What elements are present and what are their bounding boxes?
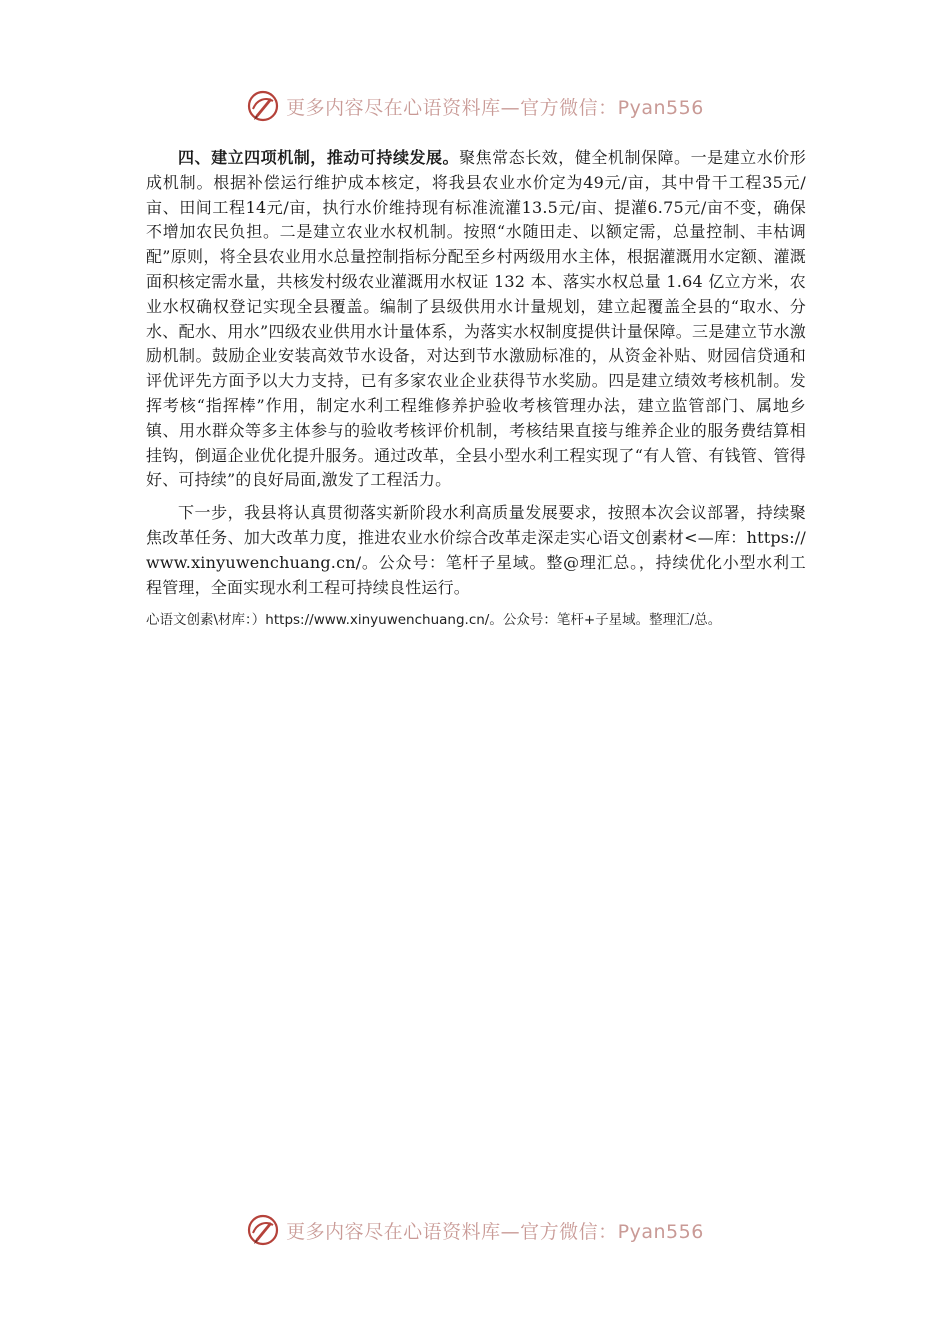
paragraph-next-steps: 下一步，我县将认真贯彻落实新阶段水利高质量发展要求，按照本次会议部署，持续聚焦改革任务、加大改革力度，推进农业水价综合改革走深走实心语文创素材<—库：https://www.xinyuwenchuang.cn/。公众号：笔杆子星域。整@理汇总。，持续优化小型水利工程管理，全面实现水利工程可持续良性运行。	[146, 503, 806, 597]
source-footnote: 心语文创素\材库：）https://www.xinyuwenchuang.cn/。公众号：笔杆+子星域。整理汇/总。	[146, 612, 722, 629]
paragraph-text: 聚焦常态长效，健全机制保障。一是建立水价形成机制。根据补偿运行维护成本核定，将我县农业水价定为49元/亩，其中骨干工程35元/亩、田间工程14元/亩，执行水价维持现有标准流灌13.5元/亩、提灌6.75元/亩不变，确保不增加农民负担。二是建立农业水权机制。按照“水随田走、以额定需，总量控制、丰枯调配”原则，将全县农业用水总量控制指标分配至乡村两级用水主体，根据灌溉用水定额、灌溉面积核定需水量，共核发村级农业灌溉用水权证 132 本、落实水权总量 1.64 亿立方米，农业水权确权登记实现全县覆盖。编制了县级供用水计量规划，建立起覆盖全县的“取水、分水、配水、用水”四级农业供用水计量体系，为落实水权制度提供计量保障。三是建立节水激励机制。鼓励企业安装高效节水设备，对达到节水激励标准的，从资金补贴、财园信贷通和评优评先方面予以大力支持，已有多家农业企业获得节水奖励。四是建立绩效考核机制。发挥考核“指挥棒”作用，制定水利工程维修养护验收考核管理办法，建立监管部门、属地乡镇、用水群众等多主体参与的验收考核评价机制，考核结果直接与维养企业的服务费结算相挂钩，倒逼企业优化提升服务。通过改革，全县小型水利工程实现了“有人管、有钱管、管得好、可持续”的良好局面,激发了工程活力。	[146, 148, 806, 490]
header-watermark-banner	[0, 84, 950, 128]
watermark-text: 更多内容尽在心语资料库—官方微信：Pyan556	[286, 96, 704, 119]
paragraph-heading: 四、建立四项机制，推动可持续发展。	[178, 148, 460, 167]
watermark-text: 更多内容尽在心语资料库—官方微信：Pyan556	[286, 1220, 704, 1243]
document-body	[146, 146, 806, 630]
paragraph-four-mechanisms	[146, 146, 806, 493]
footer-watermark-banner	[0, 1208, 950, 1252]
pen-swirl-logo-icon	[246, 89, 280, 123]
pen-swirl-logo-icon	[246, 1213, 280, 1247]
